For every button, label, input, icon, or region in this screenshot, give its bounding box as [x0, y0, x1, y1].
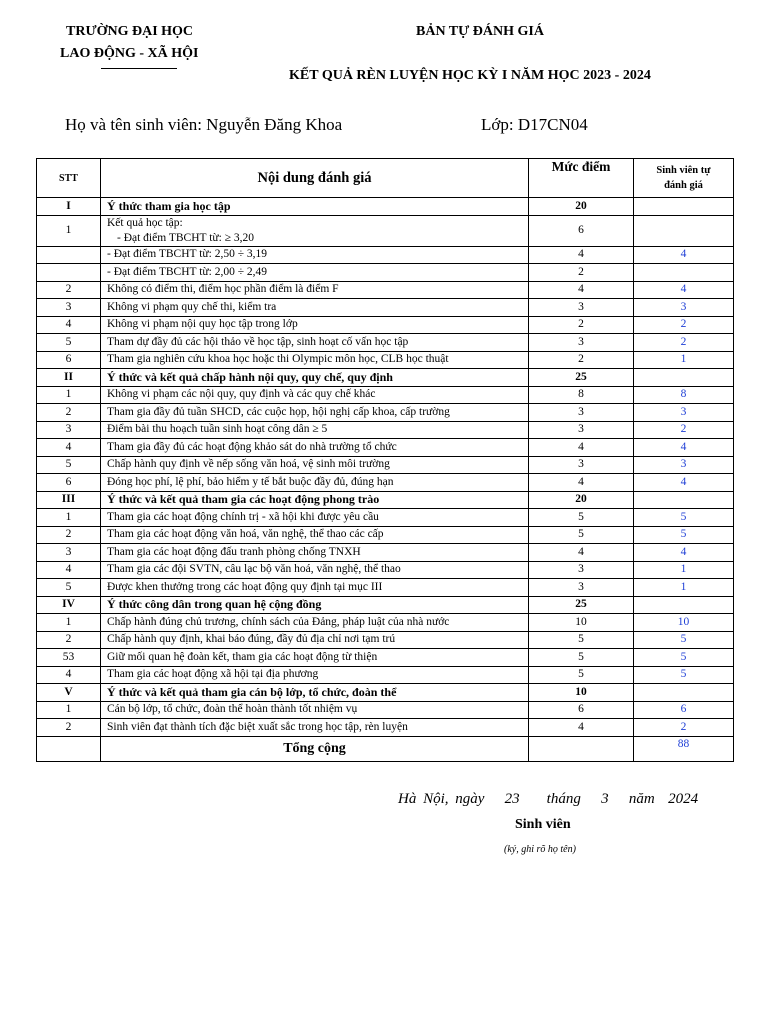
row-score: 2 — [529, 351, 634, 369]
table-row — [37, 474, 734, 492]
row-content: Tham gia các hoạt động xã hội tại địa phương — [101, 666, 529, 684]
row-self-score — [634, 491, 734, 509]
row-stt: 3 — [37, 299, 101, 317]
row-stt: 2 — [37, 404, 101, 422]
signature-date: Hà Nội, ngày 23 tháng 3 năm 2024 — [398, 791, 699, 807]
row-content: Tham gia các hoạt động văn hoá, văn nghệ, thể thao các cấp — [101, 526, 529, 544]
student-class: D17CN04 — [517, 115, 588, 134]
row-self-score: 4 — [634, 544, 734, 562]
row-self-score: 1 — [634, 561, 734, 579]
table-row — [37, 561, 734, 579]
row-content: Tham dự đầy đủ các hội thảo về học tập, sinh hoạt cố vấn học tập — [101, 334, 529, 352]
row-score: 3 — [529, 404, 634, 422]
row-score: 2 — [529, 264, 634, 282]
section-row — [37, 684, 734, 702]
total-self-score: 88 — [634, 736, 734, 761]
student-name-label: Họ và tên sinh viên: — [65, 115, 202, 134]
row-content: Ý thức và kết quả tham gia các hoạt động phong trào — [101, 491, 529, 509]
table-row — [37, 579, 734, 597]
row-score: 5 — [529, 631, 634, 649]
row-score: 10 — [529, 684, 634, 702]
row-content: Đóng học phí, lệ phí, bảo hiểm y tế bắt buộc đầy đủ, đúng hạn — [101, 474, 529, 492]
row-stt: III — [37, 491, 101, 509]
row-content: Giữ mối quan hệ đoàn kết, tham gia các hoạt động từ thiện — [101, 649, 529, 667]
table-row — [37, 526, 734, 544]
total-label: Tổng cộng — [101, 736, 529, 761]
row-score: 4 — [529, 281, 634, 299]
table-row — [37, 334, 734, 352]
table-row — [37, 404, 734, 422]
header-self-line2: đánh giá — [664, 180, 703, 191]
row-stt: 1 — [37, 509, 101, 527]
row-content: Tham gia các hoạt động chính trị - xã hội khi được yêu cầu — [101, 509, 529, 527]
row-self-score: 3 — [634, 404, 734, 422]
row-self-score — [634, 596, 734, 614]
row-stt: 4 — [37, 439, 101, 457]
row-content: Không có điểm thi, điểm học phần điểm là điểm F — [101, 281, 529, 299]
header-underline — [101, 68, 177, 69]
row-stt: V — [37, 684, 101, 702]
total-stt-cell — [37, 736, 101, 761]
row-self-score — [634, 198, 734, 216]
student-name: Nguyễn Đăng Khoa — [206, 115, 343, 134]
row-self-score: 5 — [634, 509, 734, 527]
table-row — [37, 264, 734, 282]
row-score: 5 — [529, 509, 634, 527]
row-self-score — [634, 369, 734, 387]
row-self-score: 2 — [634, 719, 734, 737]
row-stt: 5 — [37, 456, 101, 474]
row-score: 2 — [529, 316, 634, 334]
row-stt: 6 — [37, 474, 101, 492]
row-self-score: 5 — [634, 631, 734, 649]
row-stt: 5 — [37, 579, 101, 597]
student-class-line — [481, 115, 588, 135]
row-self-score: 2 — [634, 421, 734, 439]
table-row — [37, 386, 734, 404]
row-content-line1: Kết quả học tập: — [107, 216, 183, 229]
row-stt: II — [37, 369, 101, 387]
row-content: Ý thức công dân trong quan hệ cộng đồng — [101, 596, 529, 614]
table-row — [37, 421, 734, 439]
table-row — [37, 439, 734, 457]
header-stt: STT — [37, 159, 101, 198]
table-row — [37, 316, 734, 334]
row-score: 20 — [529, 491, 634, 509]
row-content-line2: - Đạt điểm TBCHT từ: ≥ 3,20 — [117, 231, 255, 244]
row-stt — [37, 246, 101, 264]
row-content: Được khen thưởng trong các hoạt động quy định tại mục III — [101, 579, 529, 597]
row-stt: 2 — [37, 281, 101, 299]
university-name-line2: LAO ĐỘNG - XÃ HỘI — [60, 46, 199, 61]
row-content: Tham gia đầy đủ tuần SHCD, các cuộc họp, hội nghị cấp khoa, cấp trường — [101, 404, 529, 422]
row-stt: 3 — [37, 544, 101, 562]
row-self-score: 10 — [634, 614, 734, 632]
total-row — [37, 736, 734, 761]
row-stt: 1 — [37, 701, 101, 719]
row-score: 20 — [529, 198, 634, 216]
row-content: Cán bộ lớp, tổ chức, đoàn thể hoàn thành tốt nhiệm vụ — [101, 701, 529, 719]
row-self-score: 5 — [634, 649, 734, 667]
row-stt: 4 — [37, 561, 101, 579]
table-row — [37, 719, 734, 737]
row-score: 3 — [529, 334, 634, 352]
table-header-row — [37, 159, 734, 198]
row-self-score: 4 — [634, 281, 734, 299]
header-content: Nội dung đánh giá — [101, 159, 529, 198]
row-content: Tham gia đầy đủ các hoạt động khảo sát do nhà trường tổ chức — [101, 439, 529, 457]
table-row — [37, 351, 734, 369]
table-row — [37, 509, 734, 527]
row-stt: 2 — [37, 719, 101, 737]
row-content: Sinh viên đạt thành tích đặc biệt xuất sắc trong học tập, rèn luyện — [101, 719, 529, 737]
row-score: 4 — [529, 246, 634, 264]
row-self-score: 3 — [634, 299, 734, 317]
row-score: 3 — [529, 421, 634, 439]
row-content: Chấp hành quy định về nếp sống văn hoá, vệ sinh môi trường — [101, 456, 529, 474]
row-content: Tham gia các đội SVTN, câu lạc bộ văn hoá, văn nghệ, thể thao — [101, 561, 529, 579]
row-content: - Đạt điểm TBCHT từ: 2,50 ÷ 3,19 — [101, 246, 529, 264]
row-self-score — [634, 684, 734, 702]
row-score: 25 — [529, 596, 634, 614]
table-row — [37, 246, 734, 264]
row-stt: 4 — [37, 316, 101, 334]
row-self-score: 3 — [634, 456, 734, 474]
row-content: Ý thức tham gia học tập — [101, 198, 529, 216]
row-self-score: 4 — [634, 246, 734, 264]
header-self-score — [634, 159, 734, 198]
row-self-score: 8 — [634, 386, 734, 404]
student-name-line — [65, 115, 342, 135]
header-self-line1: Sinh viên tự — [656, 165, 711, 176]
row-content: Điểm bài thu hoạch tuần sinh hoạt công dân ≥ 5 — [101, 421, 529, 439]
table-row — [37, 456, 734, 474]
result-title: KẾT QUẢ RÈN LUYỆN HỌC KỲ I NĂM HỌC 2023 - 2024 — [289, 68, 651, 83]
row-score: 3 — [529, 456, 634, 474]
row-score: 6 — [529, 701, 634, 719]
row-content: Chấp hành đúng chủ trương, chính sách của Đảng, pháp luật của nhà nước — [101, 614, 529, 632]
row-score: 6 — [529, 215, 634, 246]
row-stt: 1 — [37, 215, 101, 246]
row-content: Tham gia nghiên cứu khoa học hoặc thi Olympic môn học, CLB học thuật — [101, 351, 529, 369]
row-score: 10 — [529, 614, 634, 632]
row-self-score: 1 — [634, 579, 734, 597]
row-self-score: 5 — [634, 666, 734, 684]
row-score: 5 — [529, 666, 634, 684]
section-row — [37, 596, 734, 614]
row-self-score — [634, 215, 734, 246]
row-content: Chấp hành quy định, khai báo đúng, đầy đủ địa chỉ nơi tạm trú — [101, 631, 529, 649]
row-score: 3 — [529, 561, 634, 579]
row-stt — [37, 264, 101, 282]
row-self-score: 2 — [634, 334, 734, 352]
row-score: 5 — [529, 649, 634, 667]
row-self-score: 4 — [634, 474, 734, 492]
evaluation-table — [36, 158, 734, 762]
row-stt: 1 — [37, 614, 101, 632]
row-score: 3 — [529, 579, 634, 597]
row-self-score: 5 — [634, 526, 734, 544]
row-self-score: 4 — [634, 439, 734, 457]
row-self-score: 2 — [634, 316, 734, 334]
row-self-score — [634, 264, 734, 282]
row-content: Không vi phạm các nội quy, quy định và các quy chế khác — [101, 386, 529, 404]
row-stt: 4 — [37, 666, 101, 684]
row-score: 4 — [529, 719, 634, 737]
row-stt: 1 — [37, 386, 101, 404]
row-score: 4 — [529, 544, 634, 562]
row-content: Tham gia các hoạt động đấu tranh phòng chống TNXH — [101, 544, 529, 562]
row-self-score: 6 — [634, 701, 734, 719]
row-stt: I — [37, 198, 101, 216]
signature-role: Sinh viên — [515, 817, 571, 832]
table-row — [37, 649, 734, 667]
header-score: Mức điểm — [529, 159, 634, 198]
form-title: BẢN TỰ ĐÁNH GIÁ — [416, 24, 544, 39]
row-stt: 3 — [37, 421, 101, 439]
total-score-cell — [529, 736, 634, 761]
row-score: 5 — [529, 526, 634, 544]
row-stt: IV — [37, 596, 101, 614]
university-name-line1: TRƯỜNG ĐẠI HỌC — [66, 24, 194, 39]
row-content: Ý thức và kết quả chấp hành nội quy, quy chế, quy định — [101, 369, 529, 387]
table-row — [37, 215, 734, 246]
section-row — [37, 198, 734, 216]
table-row — [37, 666, 734, 684]
table-row — [37, 701, 734, 719]
section-row — [37, 491, 734, 509]
row-stt: 5 — [37, 334, 101, 352]
table-row — [37, 281, 734, 299]
row-score: 8 — [529, 386, 634, 404]
row-score: 4 — [529, 439, 634, 457]
row-content — [101, 215, 529, 246]
signature-note: (ký, ghi rõ họ tên) — [504, 844, 576, 855]
section-row — [37, 369, 734, 387]
table-row — [37, 544, 734, 562]
row-stt: 53 — [37, 649, 101, 667]
table-row — [37, 631, 734, 649]
row-stt: 6 — [37, 351, 101, 369]
row-stt: 2 — [37, 526, 101, 544]
table-row — [37, 299, 734, 317]
row-self-score: 1 — [634, 351, 734, 369]
row-score: 4 — [529, 474, 634, 492]
row-content: Không vi phạm quy chế thi, kiểm tra — [101, 299, 529, 317]
row-stt: 2 — [37, 631, 101, 649]
row-content: Ý thức và kết quả tham gia cán bộ lớp, tổ chức, đoàn thể — [101, 684, 529, 702]
student-class-label: Lớp: — [481, 115, 514, 134]
row-score: 3 — [529, 299, 634, 317]
row-score: 25 — [529, 369, 634, 387]
row-content: - Đạt điểm TBCHT từ: 2,00 ÷ 2,49 — [101, 264, 529, 282]
table-row — [37, 614, 734, 632]
row-content: Không vi phạm nội quy học tập trong lớp — [101, 316, 529, 334]
